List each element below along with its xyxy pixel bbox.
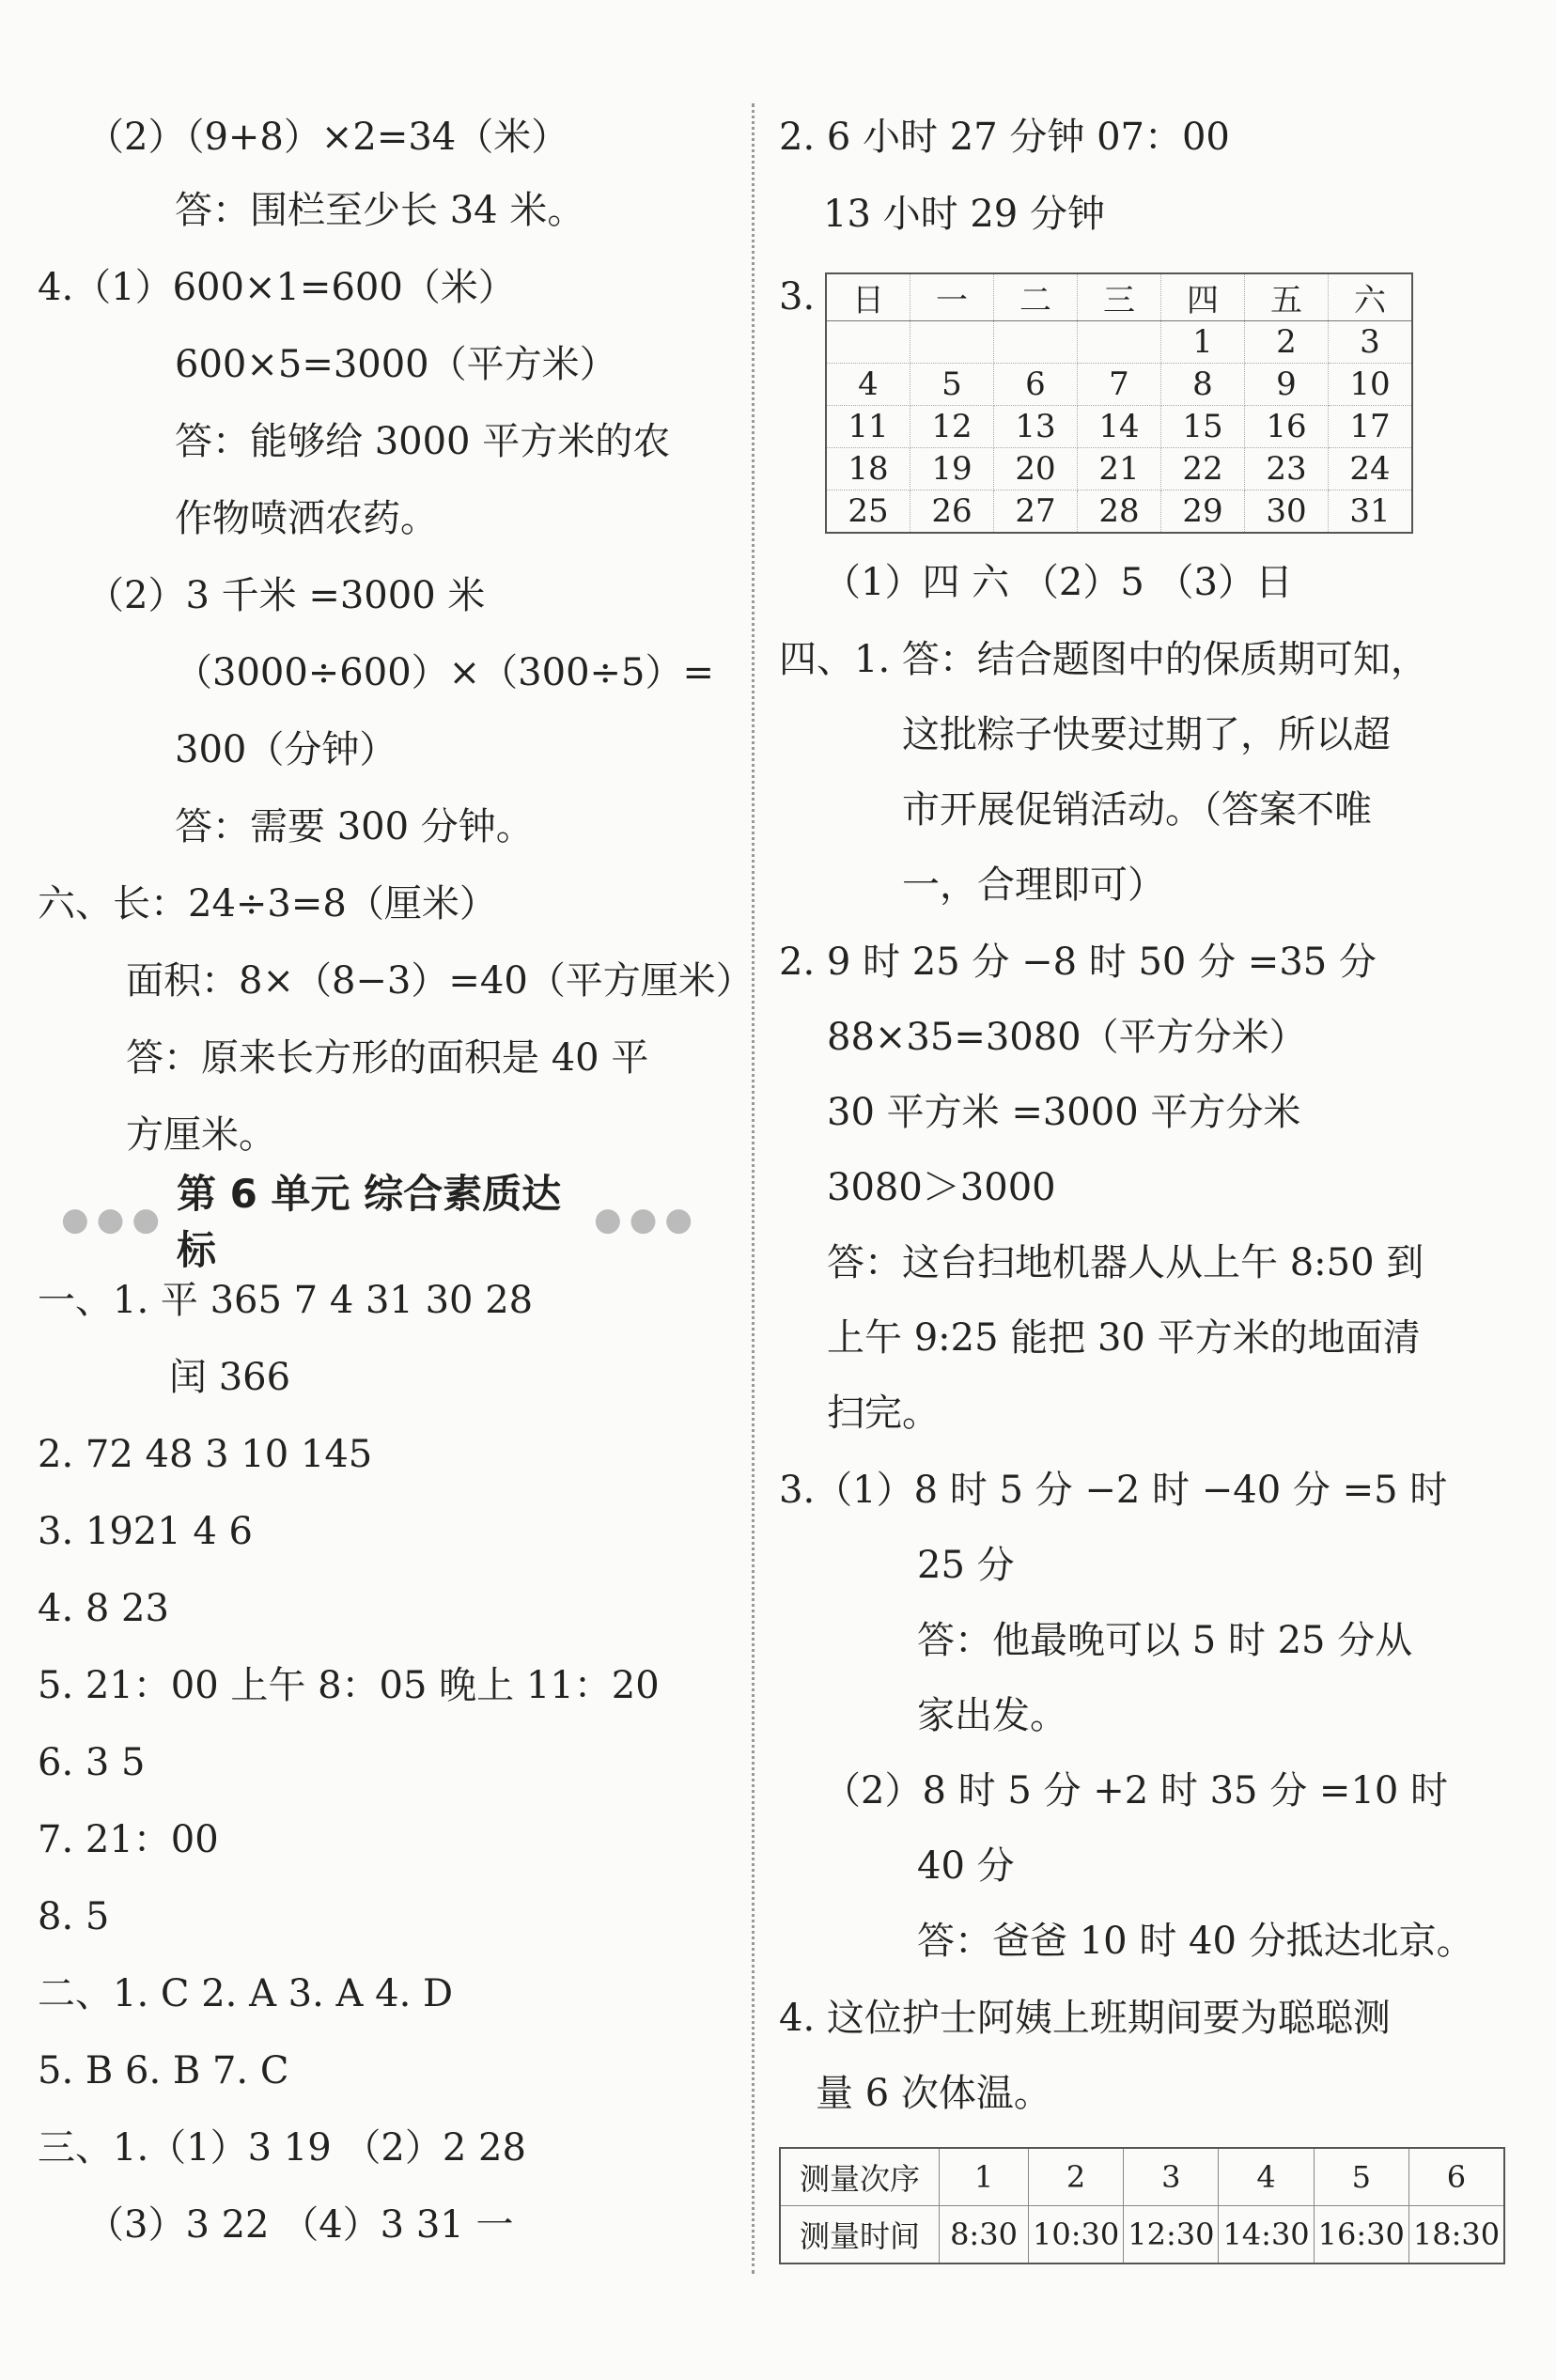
answer-line: 答：需要 300 分钟。	[175, 805, 534, 848]
calendar-day: 31	[1329, 490, 1413, 534]
answer-line: 13 小时 29 分钟	[823, 193, 1105, 236]
answer-line: 2. 72 48 3 10 145	[38, 1433, 373, 1476]
calendar-day: 15	[1161, 406, 1245, 448]
table-cell: 14:30	[1219, 2206, 1314, 2264]
calendar-day: 11	[826, 406, 910, 448]
answer-line: 答：爸爸 10 时 40 分抵达北京。	[917, 1920, 1474, 1963]
answer-line: 答：他最晚可以 5 时 25 分从	[917, 1619, 1413, 1662]
table-row-label: 测量次序	[780, 2148, 940, 2206]
answer-line: 25 分	[917, 1544, 1015, 1587]
calendar-day: 28	[1078, 490, 1161, 534]
calendar-day: 13	[994, 406, 1078, 448]
answer-line: （3000÷600）×（300÷5）=	[175, 651, 715, 694]
answer-line: 家出发。	[917, 1694, 1067, 1737]
answer-line: 3.（1）8 时 5 分 −2 时 −40 分 =5 时	[779, 1469, 1448, 1512]
calendar-day: 27	[994, 490, 1078, 534]
answer-line: 上午 9:25 能把 30 平方米的地面清	[827, 1316, 1421, 1360]
answer-line: 四、1. 答：结合题图中的保质期可知，	[779, 638, 1428, 681]
answer-line: 40 分	[917, 1844, 1015, 1888]
answer-line: 答：围栏至少长 34 米。	[175, 189, 585, 232]
answer-line: 30 平方米 =3000 平方分米	[827, 1091, 1301, 1134]
decorative-dots-icon: ●●●	[61, 1201, 168, 1238]
calendar-day: 2	[1245, 321, 1329, 364]
calendar-day	[994, 321, 1078, 364]
calendar-day: 22	[1161, 448, 1245, 490]
calendar-day: 24	[1329, 448, 1413, 490]
answer-line: 答：能够给 3000 平方米的农	[175, 420, 671, 463]
calendar-row	[826, 364, 1412, 406]
calendar-day: 30	[1245, 490, 1329, 534]
calendar-day	[826, 321, 910, 364]
answer-line: 二、1. C 2. A 3. A 4. D	[38, 1972, 454, 2015]
answer-line: 6. 3 5	[38, 1741, 146, 1784]
calendar-row	[826, 321, 1412, 364]
temperature-table	[779, 2147, 1505, 2264]
answer-line: （2）（9+8）×2=34（米）	[86, 116, 569, 159]
calendar-day	[910, 321, 994, 364]
calendar-day: 26	[910, 490, 994, 534]
answer-line: 方厘米。	[126, 1113, 276, 1157]
answer-line: 600×5=3000（平方米）	[175, 343, 617, 386]
calendar-day: 29	[1161, 490, 1245, 534]
table-cell: 1	[940, 2148, 1029, 2206]
table-cell: 12:30	[1124, 2206, 1219, 2264]
calendar-table	[825, 272, 1413, 534]
answer-line: 量 6 次体温。	[816, 2072, 1051, 2115]
calendar-header-row	[826, 273, 1412, 321]
calendar-day: 1	[1161, 321, 1245, 364]
calendar-row	[826, 448, 1412, 490]
table-row	[780, 2148, 1504, 2206]
calendar-weekday: 三	[1078, 273, 1161, 321]
answer-line: 3. 1921 4 6	[38, 1510, 254, 1553]
decorative-dots-icon: ●●●	[593, 1201, 700, 1238]
answer-line: 7. 21：00	[38, 1818, 219, 1861]
answer-line: （1）四 六 （2）5 （3）日	[823, 561, 1293, 604]
calendar-weekday: 一	[910, 273, 994, 321]
table-cell: 2	[1029, 2148, 1124, 2206]
answer-line: 3.	[779, 275, 816, 319]
table-cell: 18:30	[1408, 2206, 1504, 2264]
calendar-day: 23	[1245, 448, 1329, 490]
calendar-day: 20	[994, 448, 1078, 490]
answer-line: 闰 366	[169, 1356, 291, 1399]
calendar-weekday: 六	[1329, 273, 1413, 321]
answer-line: 4. 8 23	[38, 1587, 169, 1630]
table-cell: 5	[1314, 2148, 1408, 2206]
calendar-day: 14	[1078, 406, 1161, 448]
calendar-day: 25	[826, 490, 910, 534]
calendar-day: 10	[1329, 364, 1413, 406]
answer-line: 一、1. 平 365 7 4 31 30 28	[38, 1279, 534, 1322]
column-divider	[752, 103, 755, 2274]
answer-line: 市开展促销活动。（答案不唯	[902, 788, 1372, 832]
calendar-row	[826, 406, 1412, 448]
table-cell: 4	[1219, 2148, 1314, 2206]
answer-line: 六、长：24÷3=8（厘米）	[38, 882, 497, 926]
table-cell: 16:30	[1314, 2206, 1408, 2264]
answer-line: 2. 6 小时 27 分钟 07：00	[779, 116, 1230, 159]
section-title	[52, 1171, 709, 1273]
calendar-weekday: 日	[826, 273, 910, 321]
answer-line: 面积：8×（8−3）=40（平方厘米）	[126, 959, 754, 1003]
answer-line: 这批粽子快要过期了，所以超	[902, 713, 1391, 756]
calendar-day: 17	[1329, 406, 1413, 448]
table-row-label: 测量时间	[780, 2206, 940, 2264]
table-cell: 8:30	[940, 2206, 1029, 2264]
table-cell: 3	[1124, 2148, 1219, 2206]
answer-line: 作物喷洒农药。	[175, 497, 438, 540]
answer-line: 一，合理即可）	[902, 863, 1165, 907]
calendar-day: 18	[826, 448, 910, 490]
calendar-day: 4	[826, 364, 910, 406]
answer-line: 3080＞3000	[827, 1166, 1056, 1209]
answer-line: 5. B 6. B 7. C	[38, 2049, 289, 2092]
table-cell: 6	[1408, 2148, 1504, 2206]
calendar-day: 7	[1078, 364, 1161, 406]
calendar-day: 16	[1245, 406, 1329, 448]
table-row	[780, 2206, 1504, 2264]
calendar-day: 21	[1078, 448, 1161, 490]
calendar-day: 9	[1245, 364, 1329, 406]
answer-line: 8. 5	[38, 1895, 110, 1938]
section-title-text: 第 6 单元 综合素质达标	[177, 1171, 562, 1273]
answer-line: 答：原来长方形的面积是 40 平	[126, 1036, 649, 1080]
answer-line: 2. 9 时 25 分 −8 时 50 分 =35 分	[779, 941, 1377, 984]
answer-line: 答：这台扫地机器人从上午 8:50 到	[827, 1241, 1424, 1284]
calendar-weekday: 二	[994, 273, 1078, 321]
answer-line: 4. 这位护士阿姨上班期间要为聪聪测	[779, 1997, 1391, 2040]
table-cell: 10:30	[1029, 2206, 1124, 2264]
calendar-weekday: 五	[1245, 273, 1329, 321]
answer-line: （2）3 千米 =3000 米	[86, 574, 486, 617]
answer-line: （3）3 22 （4）3 31 一	[86, 2203, 514, 2247]
calendar-day	[1078, 321, 1161, 364]
answer-line: 88×35=3080（平方分米）	[827, 1016, 1307, 1059]
calendar-day: 8	[1161, 364, 1245, 406]
calendar-day: 6	[994, 364, 1078, 406]
calendar-day: 5	[910, 364, 994, 406]
answer-line: 三、1.（1）3 19 （2）2 28	[38, 2126, 526, 2170]
answer-line: （2）8 时 5 分 +2 时 35 分 =10 时	[823, 1769, 1449, 1812]
calendar-row	[826, 490, 1412, 534]
calendar-day: 3	[1329, 321, 1413, 364]
answer-line: 扫完。	[827, 1392, 940, 1435]
calendar-day: 12	[910, 406, 994, 448]
calendar-weekday: 四	[1161, 273, 1245, 321]
answer-line: 5. 21：00 上午 8：05 晚上 11：20	[38, 1664, 660, 1707]
answer-line: 4.（1）600×1=600（米）	[38, 266, 516, 309]
calendar-day: 19	[910, 448, 994, 490]
answer-line: 300（分钟）	[175, 728, 397, 771]
